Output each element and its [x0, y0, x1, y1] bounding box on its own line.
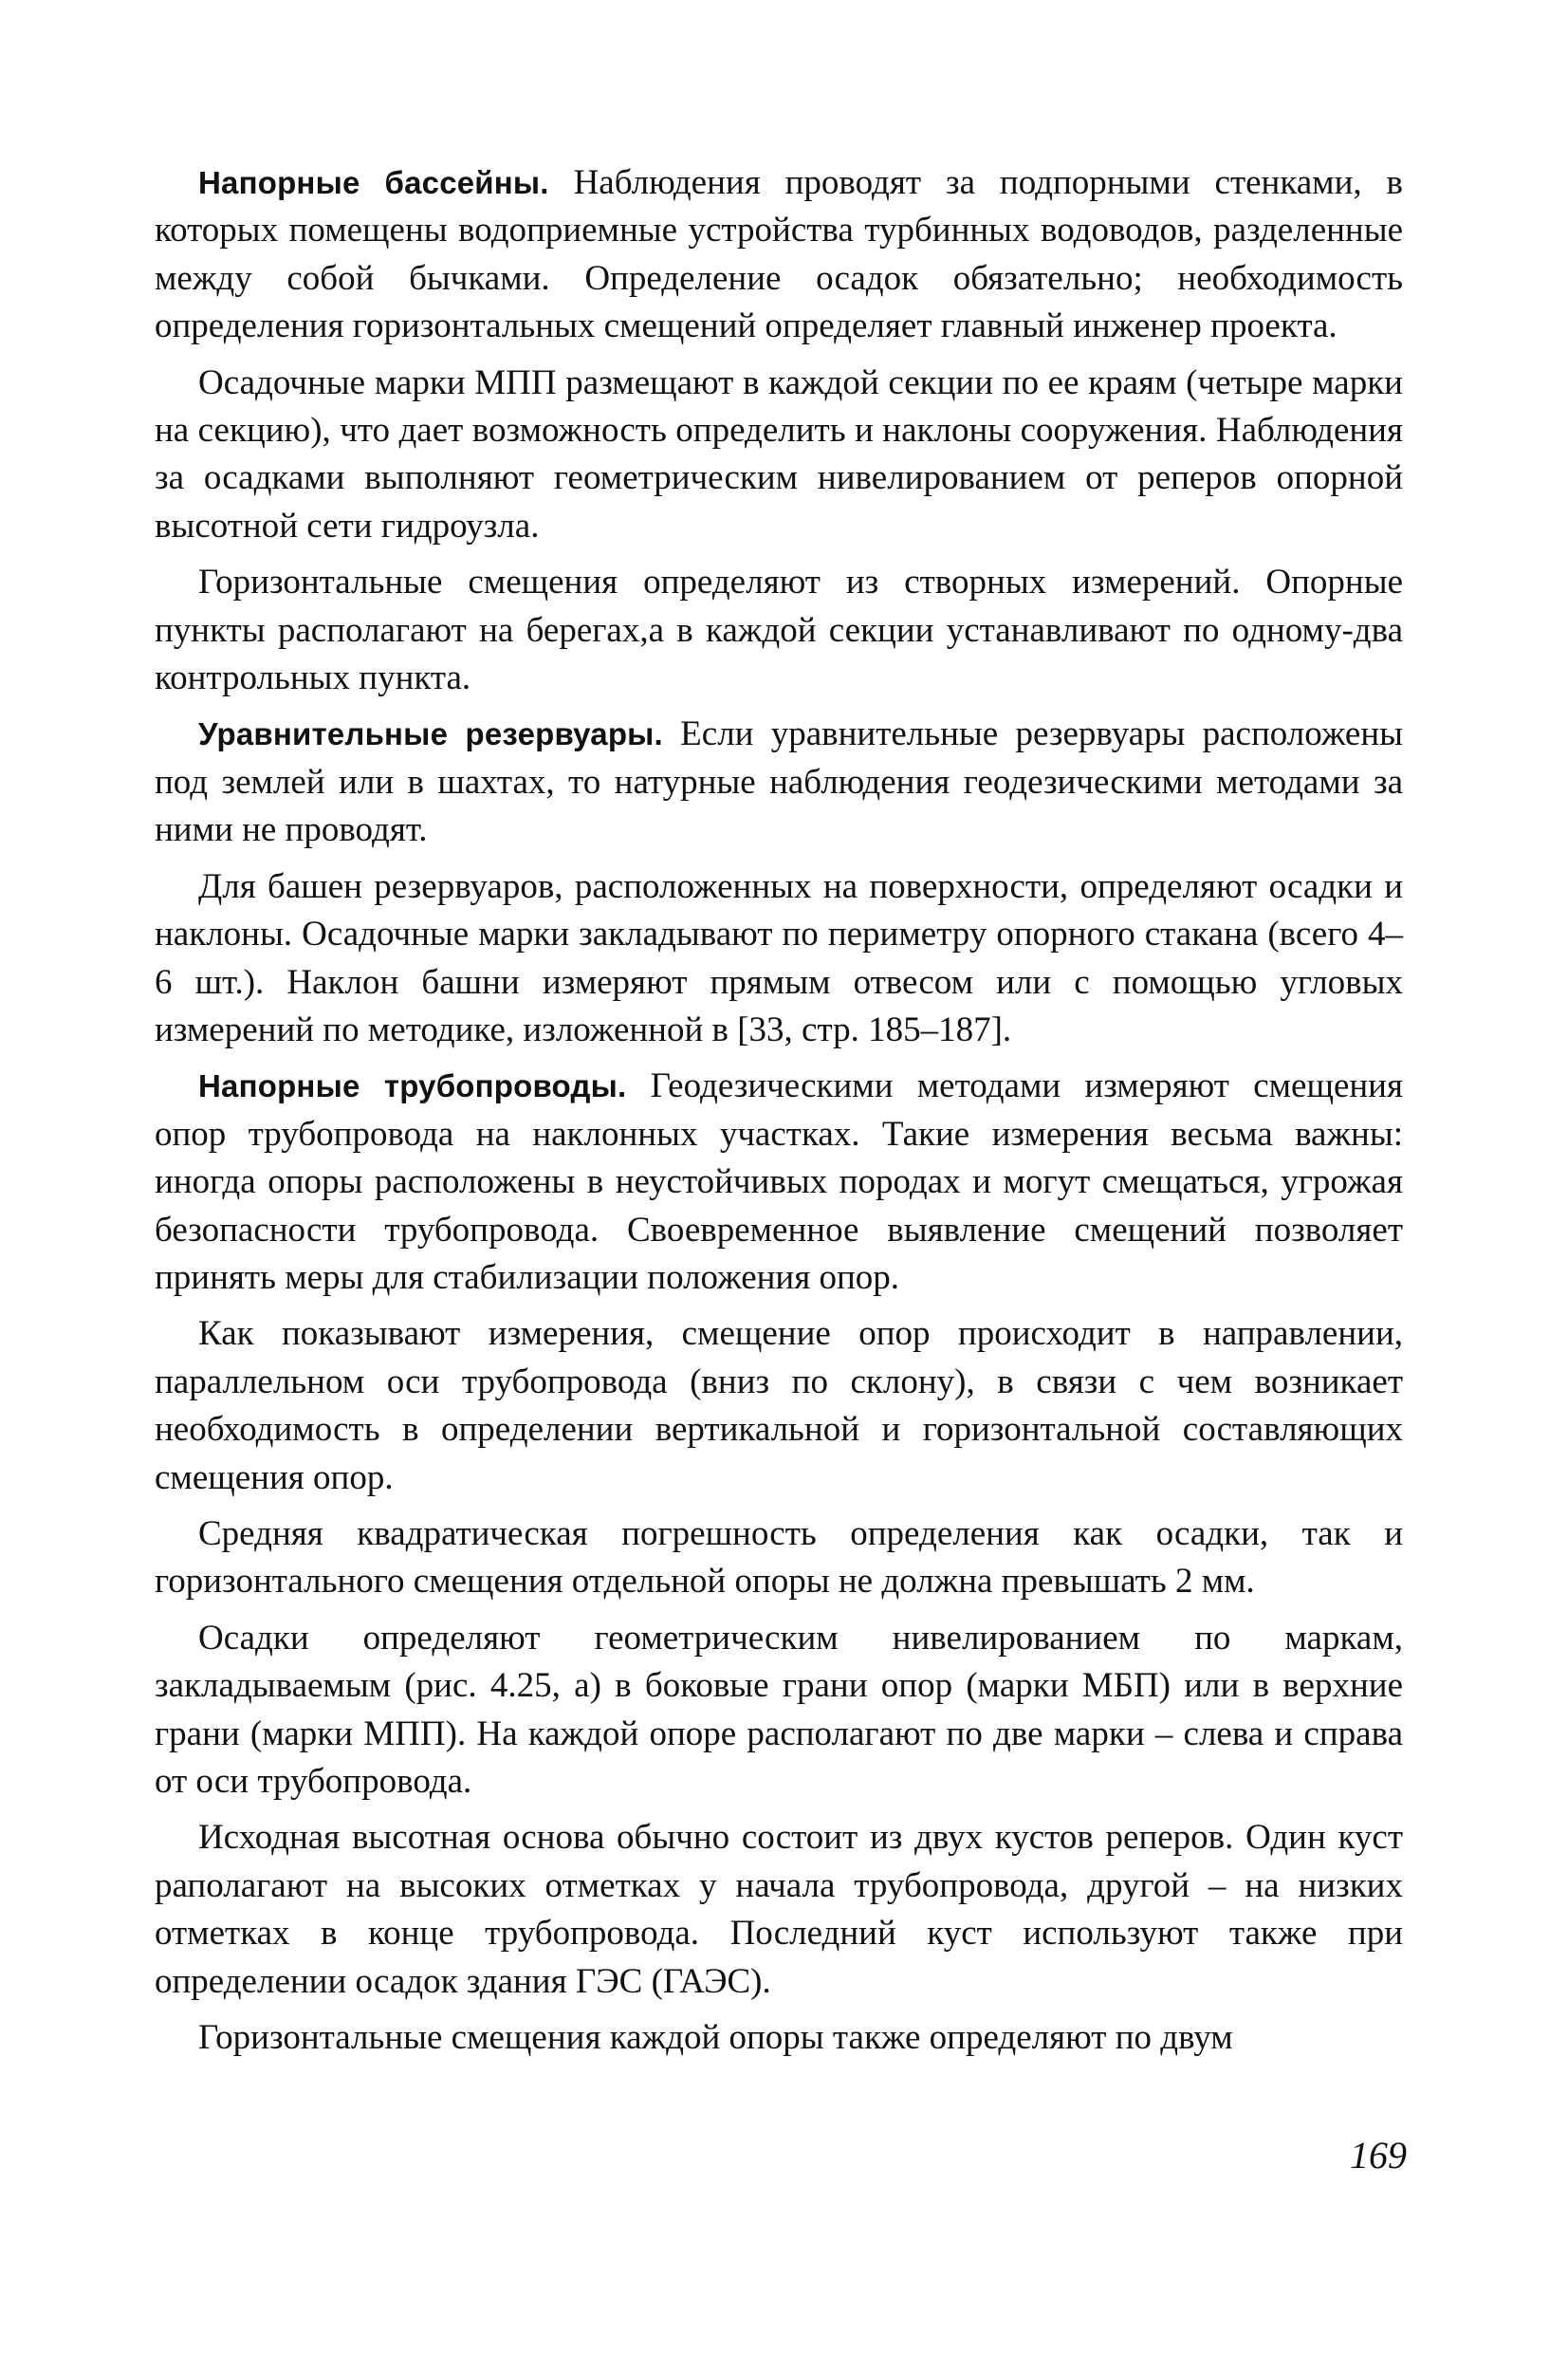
body-text: [155, 159, 1403, 2070]
paragraph: [155, 159, 1403, 351]
paragraph-text: Как показывают измерения, смещение опор происходит в направлении, параллельном оси трубопровода (вниз по склону), в связи с чем возникает необходимость в определении вертикальной и горизонтальной составляющих смещения опор.: [155, 1314, 1403, 1497]
paragraph-text: Горизонтальные смещения определяют из створных измерений. Опорные пункты располагают на берегах,а в каждой секции устанавливают по одному-два контрольных пункта.: [155, 563, 1403, 698]
paragraph: [155, 1814, 1403, 2006]
paragraph-text: Наблюдения проводят за подпорными стенками, в которых помещены водоприемные устройства турбинных водоводов, разделенные между собой бычками. Определение осадок обязательно; необходимость определения горизонтальных смещений определяет главный инженер проекта.: [155, 163, 1403, 346]
paragraph-text: Исходная высотная основа обычно состоит из двух кустов реперов. Один куст раполагают на высоких отметках у начала трубопровода, другой – на низких отметках в конце трубопровода. Последний куст используют также при определении осадок здания ГЭС (ГАЭС).: [155, 1818, 1403, 2001]
paragraph: [155, 1310, 1403, 1502]
paragraph: [155, 559, 1403, 702]
paragraph-text: Осадки определяют геометрическим нивелированием по маркам, закладываемым (рис. 4.25, а) в боковые грани опор (марки МБП) или в верхние грани (марки МПП). На каждой опоре располагают по две марки – слева и справа от оси трубопровода.: [155, 1618, 1403, 1801]
paragraph: [155, 1615, 1403, 1806]
paragraph-text: Осадочные марки МПП размещают в каждой секции по ее краям (четыре марки на секцию), что дает возможность определить и наклоны сооружения. Наблюдения за осадками выполняют геометрическим нивелированием от реперов опорной высотной сети гидроузла.: [155, 362, 1403, 546]
paragraph-text: Горизонтальные смещения каждой опоры также определяют по двум: [198, 2018, 1233, 2058]
paragraph: [155, 360, 1403, 551]
paragraph: [155, 711, 1403, 854]
paragraph: [155, 1510, 1403, 1606]
page-number: 169: [1350, 2134, 1407, 2177]
paragraph-text: Геодезическими методами измеряют смещения опор трубопровода на наклонных участках. Такие измерения весьма важны: иногда опоры расположены в неустойчивых породах и могут смещаться, угрожая безопасности трубопровода. Своевременное выявление смещений позволяет принять меры для стабилизации положения опор.: [155, 1066, 1403, 1297]
paragraph: [155, 863, 1403, 1055]
section-heading: Напорные бассейны.: [198, 165, 549, 200]
paragraph-text: Средняя квадратическая погрешность определения как осадки, так и горизонтального смещения отдельной опоры не должна превышать 2 мм.: [155, 1513, 1403, 1602]
paragraph: [155, 1063, 1403, 1302]
section-heading: Напорные трубопроводы.: [198, 1068, 627, 1104]
section-heading: Уравнительные резервуары.: [198, 716, 663, 752]
paragraph-text: Если уравнительные резервуары расположены под землей или в шахтах, то натурные наблюдения геодезическими методами за ними не проводят.: [155, 714, 1403, 850]
paragraph: [155, 2014, 1403, 2062]
paragraph-text: Для башен резервуаров, расположенных на поверхности, определяют осадки и наклоны. Осадочные марки закладывают по периметру опорного стакана (всего 4–6 шт.). Наклон башни измеряют прямым отвесом или с помощью угловых измерений по методике, изложенной в [33, стр. 185–187].: [155, 866, 1403, 1049]
